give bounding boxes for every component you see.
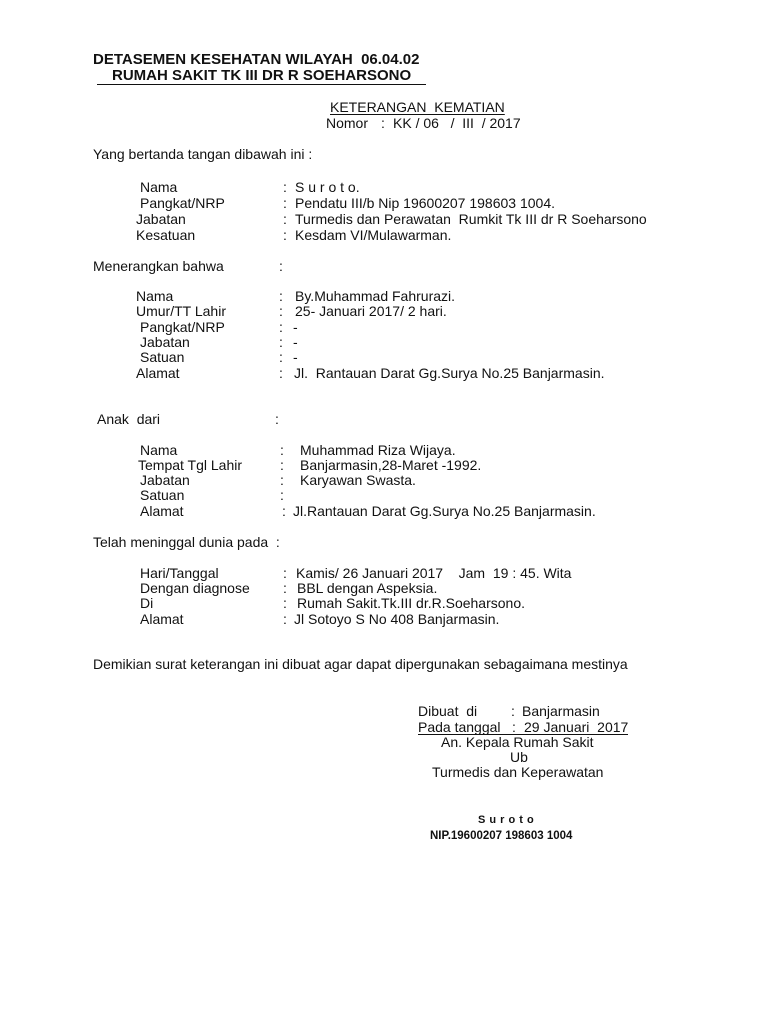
deceased-unit-label: Satuan [140,349,185,365]
parent-name-label: Nama [140,442,178,458]
parent-name-separator: : [280,442,284,458]
deceased-name-value: By.Muhammad Fahrurazi. [295,288,456,304]
signer-intro: Yang bertanda tangan dibawah ini : [93,146,313,162]
deceased-address-value: Jl. Rantauan Darat Gg.Surya No.25 Banjarmasin. [294,365,605,381]
header-hospital-name: RUMAH SAKIT TK III DR R SOEHARSONO [112,67,412,84]
deceased-name-separator: : [279,288,283,304]
number-separator: : [381,115,385,131]
parent-name-value: Muhammad Riza Wijaya. [300,442,456,458]
death-diagnosis-label: Dengan diagnose [140,580,250,596]
death-address-value: Jl Sotoyo S No 408 Banjarmasin. [294,611,500,627]
signer-unit-separator: : [283,227,287,243]
death-date-separator: : [283,565,287,581]
deceased-intro-separator: : [279,258,283,274]
parent-unit-separator: : [280,487,284,503]
parent-position-separator: : [280,472,284,488]
deceased-rank-separator: : [279,319,283,335]
signer-name-separator: : [283,179,287,195]
signature-on-behalf: An. Kepala Rumah Sakit [441,734,594,750]
signer-rank-label: Pangkat/NRP [140,195,225,211]
death-place-label: Di [140,595,154,611]
parent-address-label: Alamat [140,503,184,519]
closing-statement: Demikian surat keterangan ini dibuat agar dapat dipergunakan sebagaimana mestinya [93,656,628,672]
deceased-unit-separator: : [279,349,283,365]
signer-position-label: Jabatan [136,211,186,227]
signature-date-label: Pada tanggal [418,719,501,735]
deceased-position-label: Jabatan [140,334,190,350]
parent-birth-value: Banjarmasin,28-Maret -1992. [300,457,482,473]
signer-position-value: Turmedis dan Perawatan Rumkit Tk III dr R Soeharsono [295,211,647,227]
deceased-position-value: - [293,334,298,350]
signer-name-value: S u r o t o. [295,179,360,195]
deceased-rank-value: - [293,319,298,335]
parent-address-separator: : [282,503,286,519]
signer-unit-value: Kesdam VI/Mulawarman. [295,227,452,243]
death-date-value: Kamis/ 26 Januari 2017 Jam 19 : 45. Wita [296,565,572,581]
deceased-address-separator: : [279,365,283,381]
parent-intro-separator: : [275,411,279,427]
signature-name: S u r o t o [478,814,535,826]
number-label: Nomor [326,115,369,131]
deceased-rank-label: Pangkat/NRP [140,319,225,335]
parent-position-label: Jabatan [140,472,190,488]
deceased-intro: Menerangkan bahwa [93,258,224,274]
document-title: KETERANGAN KEMATIAN [330,99,505,115]
death-address-label: Alamat [140,611,184,627]
signer-position-separator: : [283,211,287,227]
death-intro: Telah meninggal dunia pada : [93,534,280,550]
death-place-separator: : [283,595,287,611]
deceased-position-separator: : [279,334,283,350]
parent-birth-label: Tempat Tgl Lahir [138,457,243,473]
signature-date-separator: : [512,719,516,735]
death-address-separator: : [283,611,287,627]
header-unit-name: DETASEMEN KESEHATAN WILAYAH 06.04.02 [93,51,420,68]
signature-date-value: 29 Januari 2017 [524,719,629,735]
deceased-address-label: Alamat [136,365,180,381]
death-diagnosis-value: BBL dengan Aspeksia. [297,580,438,596]
death-place-value: Rumah Sakit.Tk.III dr.R.Soeharsono. [297,595,525,611]
deceased-unit-value: - [293,349,298,365]
death-diagnosis-separator: : [283,580,287,596]
signer-unit-label: Kesatuan [136,227,196,243]
parent-intro: Anak dari [97,411,161,427]
deceased-age-separator: : [279,303,283,319]
signer-name-label: Nama [140,179,178,195]
death-date-label: Hari/Tanggal [140,565,219,581]
signature-ub: Ub [510,749,528,765]
number-value: KK / 06 / III / 2017 [393,115,521,131]
signature-nip: NIP.19600207 198603 1004 [430,830,573,842]
header-underline [97,84,426,85]
deceased-age-value: 25- Januari 2017/ 2 hari. [295,303,447,319]
deceased-name-label: Nama [136,288,174,304]
parent-unit-label: Satuan [140,487,185,503]
signature-place-label: Dibuat di [418,703,478,719]
signer-rank-separator: : [283,195,287,211]
signer-rank-value: Pendatu III/b Nip 19600207 198603 1004. [295,195,555,211]
signature-place-value: Banjarmasin [522,703,600,719]
parent-position-value: Karyawan Swasta. [300,472,416,488]
parent-birth-separator: : [280,457,284,473]
signature-position: Turmedis dan Keperawatan [432,764,604,780]
deceased-age-label: Umur/TT Lahir [136,303,226,319]
signature-place-separator: : [511,703,515,719]
parent-address-value: Jl.Rantauan Darat Gg.Surya No.25 Banjarmasin. [293,503,596,519]
